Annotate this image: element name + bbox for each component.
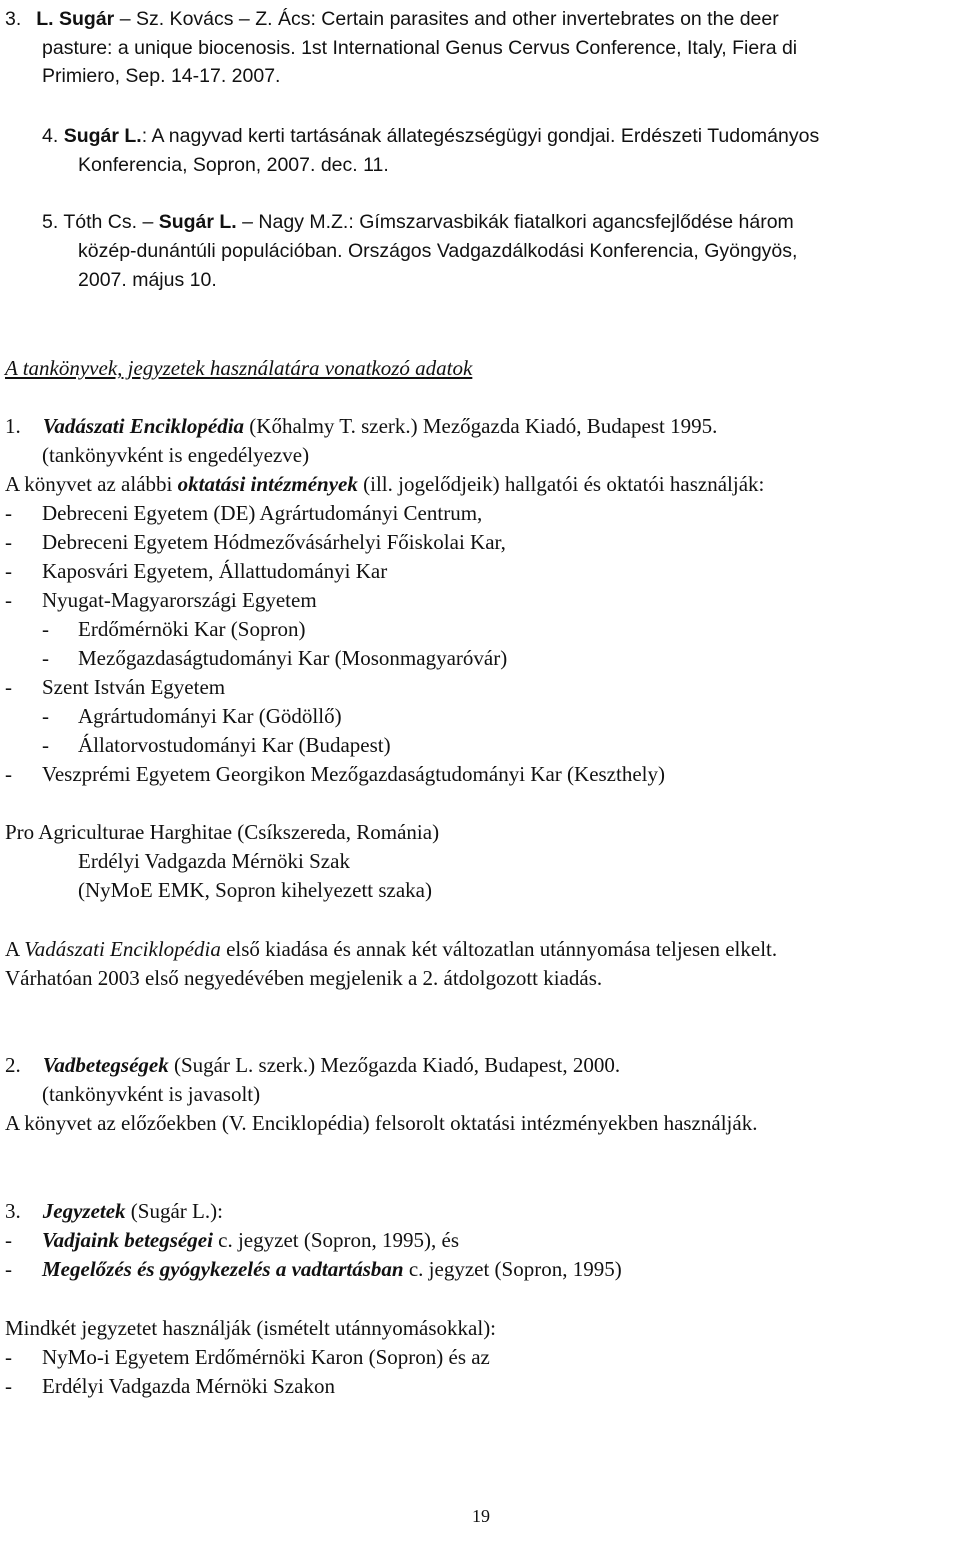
page-number: 19 [472, 1506, 490, 1526]
list-item: - Vadjaink betegségei c. jegyzet (Sopron, 1995), és [5, 1228, 460, 1252]
list-item: - Veszprémi Egyetem Georgikon Mezőgazdaságtudományi Kar (Keszthely) [5, 762, 665, 786]
notes-title: Megelőzés és gyógykezelés a vadtartásban [42, 1257, 404, 1281]
ref-4-line-2: Konferencia, Sopron, 2007. dec. 11. [78, 154, 389, 176]
list-item: - NyMo-i Egyetem Erdőmérnöki Karon (Sopron) és az [5, 1345, 490, 1369]
author-name: Sugár L. [158, 211, 237, 233]
item-1-intro: A könyvet az alábbi oktatási intézmények (ill. jogelődjeik) hallgatói és oktatói használják: [5, 472, 765, 496]
list-item: - Szent István Egyetem [5, 675, 226, 699]
notes-usage-intro: Mindkét jegyzetet használják (ismételt utánnyomásokkal): [5, 1316, 497, 1340]
list-item: - Megelőzés és gyógykezelés a vadtartásban c. jegyzet (Sopron, 1995) [5, 1257, 622, 1281]
item-number: 1. [5, 414, 21, 438]
ref-3-line-3: Primiero, Sep. 14-17. 2007. [42, 65, 281, 87]
pro-agriculturae-line: Pro Agriculturae Harghitae (Csíkszereda, Románia) [5, 820, 440, 844]
edition-note-1: A Vadászati Enciklopédia első kiadása és annak két változatlan utánnyomása teljesen elkelt. [5, 937, 778, 961]
item-1-title-line: 1. Vadászati Enciklopédia (Kőhalmy T. szerk.) Mezőgazda Kiadó, Budapest 1995. [5, 414, 718, 438]
book-title: Vadászati Enciklopédia [24, 937, 221, 961]
notes-title: Jegyzetek [42, 1199, 126, 1223]
book-title: Vadbetegségek [42, 1053, 169, 1077]
author-name: Sugár L. [63, 125, 142, 147]
ref-4-line-1 [42, 124, 819, 148]
list-item: - Kaposvári Egyetem, Állattudományi Kar [5, 559, 388, 583]
ref-5-line-2: közép-dunántúli populációban. Országos Vadgazdálkodási Konferencia, Gyöngyös, [78, 240, 798, 262]
list-item: - Debreceni Egyetem Hódmezővásárhelyi Főiskolai Kar, [5, 530, 506, 554]
ref-3-line-2: pasture: a unique biocenosis. 1st International Genus Cervus Conference, Italy, Fiera di [42, 37, 798, 59]
ref-text: Z. Ács: Certain parasites and other invertebrates on the deer [255, 8, 779, 30]
item-2-usage: A könyvet az előzőekben (V. Enciklopédia) felsorolt oktatási intézményekben használják. [5, 1111, 758, 1135]
item-number: 2. [5, 1053, 21, 1077]
notes-title: Vadjaink betegségei [42, 1228, 213, 1252]
ref-5-line-1: 5. Tóth Cs. – Sugár L. – Nagy M.Z.: Gímszarvasbikák fiatalkori agancsfejlődése három [42, 211, 794, 233]
ref-number: 4. [42, 125, 59, 147]
item-3-title-line: 3. Jegyzetek (Sugár L.): [5, 1199, 223, 1223]
author-name: Sz. Kovács [135, 8, 234, 30]
book-title: Vadászati Enciklopédia [42, 414, 245, 438]
edition-note-2: Várhatóan 2003 első negyedévében megjelenik a 2. átdolgozott kiadás. [5, 966, 603, 990]
item-2-title-line: 2. Vadbetegségek (Sugár L. szerk.) Mezőgazda Kiadó, Budapest, 2000. [5, 1053, 621, 1077]
list-item: - Erdélyi Vadgazda Mérnöki Szakon [5, 1374, 335, 1398]
ref-3-line-1: 3. L. Sugár – Sz. Kovács – Z. Ács: Certain parasites and other invertebrates on the deer [5, 8, 779, 30]
sub-list-item: - Agrártudományi Kar (Gödöllő) [42, 704, 342, 728]
item-1-note: (tankönyvként is engedélyezve) [42, 443, 310, 467]
ref-text: : A nagyvad kerti tartásának állategészségügyi gondjai. Erdészeti Tudományos [141, 125, 820, 147]
pro-agriculturae-sub-2: (NyMoE EMK, Sopron kihelyezett szaka) [78, 878, 432, 902]
item-number: 3. [5, 1199, 21, 1223]
emphasis: oktatási intézmények [177, 472, 358, 496]
list-item: - Debreceni Egyetem (DE) Agrártudományi Centrum, [5, 501, 483, 525]
sub-list-item: - Erdőmérnöki Kar (Sopron) [42, 617, 306, 641]
ref-text: Nagy M.Z.: Gímszarvasbikák fiatalkori agancsfejlődése három [258, 211, 794, 233]
section-heading: A tankönyvek, jegyzetek használatára vonatkozó adatok [5, 356, 473, 380]
ref-number: 3. [5, 8, 22, 30]
author-name: L. Sugár [36, 8, 115, 30]
author-name: Tóth Cs. [63, 211, 138, 233]
ref-5-line-3: 2007. május 10. [78, 269, 217, 291]
pro-agriculturae-sub-1: Erdélyi Vadgazda Mérnöki Szak [78, 849, 350, 873]
item-2-note: (tankönyvként is javasolt) [42, 1082, 261, 1106]
sub-list-item: - Mezőgazdaságtudományi Kar (Mosonmagyaróvár) [42, 646, 508, 670]
sub-list-item: - Állatorvostudományi Kar (Budapest) [42, 733, 391, 757]
list-item: - Nyugat-Magyarországi Egyetem [5, 588, 317, 612]
ref-number: 5. [42, 211, 59, 233]
